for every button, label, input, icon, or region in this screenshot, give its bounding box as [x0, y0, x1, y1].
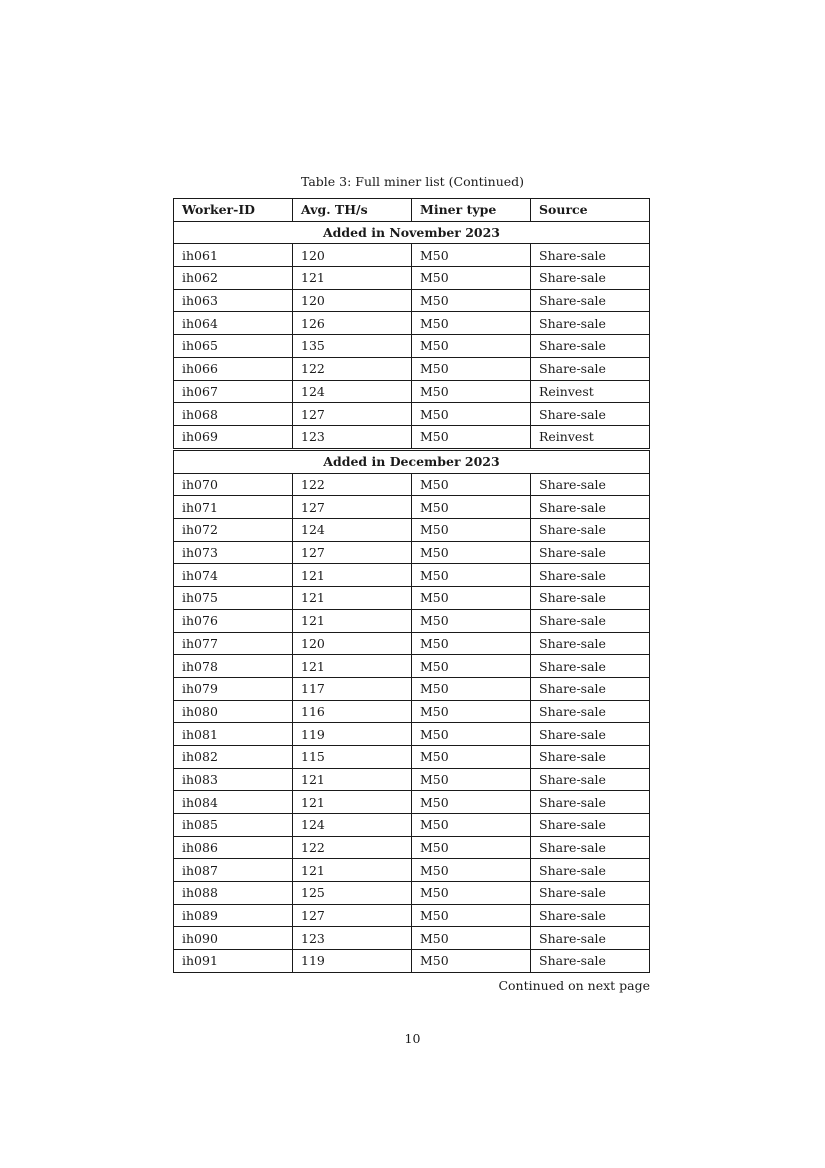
section-title: Added in December 2023 [174, 451, 650, 474]
miner-type-cell: M50 [412, 632, 531, 655]
table-row [174, 380, 650, 403]
table-row [174, 267, 650, 290]
table-row [174, 836, 650, 859]
avg-ths-cell: 125 [293, 882, 412, 905]
source-cell: Share-sale [531, 927, 650, 950]
miner-type-cell: M50 [412, 473, 531, 496]
worker-id-cell: ih079 [174, 677, 293, 700]
miner-type-cell: M50 [412, 267, 531, 290]
avg-ths-cell: 127 [293, 541, 412, 564]
miner-type-cell: M50 [412, 859, 531, 882]
miner-type-cell: M50 [412, 814, 531, 837]
source-cell: Share-sale [531, 836, 650, 859]
worker-id-cell: ih068 [174, 403, 293, 426]
miner-type-cell: M50 [412, 380, 531, 403]
table-row [174, 745, 650, 768]
worker-id-cell: ih063 [174, 289, 293, 312]
source-cell: Share-sale [531, 609, 650, 632]
avg-ths-cell: 127 [293, 403, 412, 426]
section-title: Added in November 2023 [174, 221, 650, 244]
table-caption: Table 3: Full miner list (Continued) [300, 174, 525, 189]
worker-id-cell: ih073 [174, 541, 293, 564]
worker-id-cell: ih081 [174, 723, 293, 746]
source-cell: Share-sale [531, 655, 650, 678]
table-row [174, 425, 650, 448]
table-row [174, 655, 650, 678]
avg-ths-cell: 121 [293, 655, 412, 678]
worker-id-cell: ih062 [174, 267, 293, 290]
miner-type-cell: M50 [412, 564, 531, 587]
table-row [174, 632, 650, 655]
worker-id-cell: ih086 [174, 836, 293, 859]
avg-ths-cell: 121 [293, 267, 412, 290]
miner-type-cell: M50 [412, 244, 531, 267]
worker-id-cell: ih065 [174, 335, 293, 358]
source-cell: Share-sale [531, 541, 650, 564]
avg-ths-cell: 124 [293, 814, 412, 837]
table-row [174, 403, 650, 426]
source-cell: Share-sale [531, 267, 650, 290]
table-row [174, 723, 650, 746]
avg-ths-cell: 135 [293, 335, 412, 358]
worker-id-cell: ih067 [174, 380, 293, 403]
avg-ths-cell: 124 [293, 519, 412, 542]
source-cell: Share-sale [531, 859, 650, 882]
avg-ths-cell: 127 [293, 904, 412, 927]
source-cell: Share-sale [531, 768, 650, 791]
table-body-december [174, 451, 650, 973]
worker-id-cell: ih066 [174, 357, 293, 380]
avg-ths-cell: 122 [293, 357, 412, 380]
avg-ths-cell: 127 [293, 496, 412, 519]
source-cell: Share-sale [531, 700, 650, 723]
miner-table-december [173, 450, 650, 973]
source-cell: Share-sale [531, 950, 650, 973]
worker-id-cell: ih077 [174, 632, 293, 655]
table-row [174, 814, 650, 837]
avg-ths-cell: 115 [293, 745, 412, 768]
source-cell: Share-sale [531, 745, 650, 768]
miner-type-cell: M50 [412, 587, 531, 610]
miner-type-cell: M50 [412, 357, 531, 380]
worker-id-cell: ih070 [174, 473, 293, 496]
miner-type-cell: M50 [412, 519, 531, 542]
miner-type-cell: M50 [412, 335, 531, 358]
table-row [174, 700, 650, 723]
miner-type-cell: M50 [412, 836, 531, 859]
worker-id-cell: ih089 [174, 904, 293, 927]
source-cell: Share-sale [531, 632, 650, 655]
miner-type-cell: M50 [412, 609, 531, 632]
avg-ths-cell: 120 [293, 244, 412, 267]
source-cell: Share-sale [531, 496, 650, 519]
table-row [174, 882, 650, 905]
column-header-avg-ths: Avg. TH/s [293, 199, 412, 222]
avg-ths-cell: 123 [293, 425, 412, 448]
miner-type-cell: M50 [412, 882, 531, 905]
table-body-november [174, 221, 650, 448]
source-cell: Share-sale [531, 882, 650, 905]
miner-type-cell: M50 [412, 425, 531, 448]
miner-type-cell: M50 [412, 927, 531, 950]
table-row [174, 519, 650, 542]
worker-id-cell: ih061 [174, 244, 293, 267]
worker-id-cell: ih090 [174, 927, 293, 950]
source-cell: Share-sale [531, 814, 650, 837]
miner-type-cell: M50 [412, 904, 531, 927]
continued-note: Continued on next page [498, 978, 650, 993]
table-header-row [174, 199, 650, 222]
table-row [174, 609, 650, 632]
worker-id-cell: ih080 [174, 700, 293, 723]
miner-type-cell: M50 [412, 700, 531, 723]
source-cell: Share-sale [531, 677, 650, 700]
worker-id-cell: ih083 [174, 768, 293, 791]
table-row [174, 950, 650, 973]
page-number: 10 [404, 1031, 421, 1046]
table-row [174, 357, 650, 380]
avg-ths-cell: 122 [293, 473, 412, 496]
worker-id-cell: ih069 [174, 425, 293, 448]
table-row [174, 335, 650, 358]
worker-id-cell: ih091 [174, 950, 293, 973]
source-cell: Share-sale [531, 904, 650, 927]
source-cell: Reinvest [531, 380, 650, 403]
source-cell: Share-sale [531, 587, 650, 610]
avg-ths-cell: 117 [293, 677, 412, 700]
avg-ths-cell: 119 [293, 723, 412, 746]
worker-id-cell: ih078 [174, 655, 293, 678]
column-header-source: Source [531, 199, 650, 222]
source-cell: Share-sale [531, 519, 650, 542]
worker-id-cell: ih064 [174, 312, 293, 335]
worker-id-cell: ih071 [174, 496, 293, 519]
table-row [174, 859, 650, 882]
table-row [174, 927, 650, 950]
worker-id-cell: ih088 [174, 882, 293, 905]
section-header-row [174, 451, 650, 474]
source-cell: Share-sale [531, 312, 650, 335]
source-cell: Share-sale [531, 473, 650, 496]
source-cell: Share-sale [531, 564, 650, 587]
miner-type-cell: M50 [412, 791, 531, 814]
column-header-miner-type: Miner type [412, 199, 531, 222]
miner-type-cell: M50 [412, 950, 531, 973]
table-row [174, 587, 650, 610]
avg-ths-cell: 121 [293, 609, 412, 632]
miner-type-cell: M50 [412, 496, 531, 519]
avg-ths-cell: 122 [293, 836, 412, 859]
worker-id-cell: ih085 [174, 814, 293, 837]
source-cell: Share-sale [531, 791, 650, 814]
source-cell: Share-sale [531, 244, 650, 267]
worker-id-cell: ih072 [174, 519, 293, 542]
avg-ths-cell: 126 [293, 312, 412, 335]
miner-type-cell: M50 [412, 403, 531, 426]
avg-ths-cell: 121 [293, 859, 412, 882]
table-row [174, 541, 650, 564]
miner-table-november [173, 198, 650, 449]
miner-type-cell: M50 [412, 723, 531, 746]
miner-type-cell: M50 [412, 655, 531, 678]
avg-ths-cell: 123 [293, 927, 412, 950]
avg-ths-cell: 120 [293, 289, 412, 312]
miner-type-cell: M50 [412, 541, 531, 564]
table-row [174, 496, 650, 519]
miner-type-cell: M50 [412, 768, 531, 791]
table-row [174, 768, 650, 791]
avg-ths-cell: 120 [293, 632, 412, 655]
table-row [174, 677, 650, 700]
worker-id-cell: ih082 [174, 745, 293, 768]
worker-id-cell: ih075 [174, 587, 293, 610]
worker-id-cell: ih076 [174, 609, 293, 632]
avg-ths-cell: 119 [293, 950, 412, 973]
table-row [174, 312, 650, 335]
table-row [174, 791, 650, 814]
worker-id-cell: ih087 [174, 859, 293, 882]
avg-ths-cell: 124 [293, 380, 412, 403]
avg-ths-cell: 121 [293, 791, 412, 814]
miner-type-cell: M50 [412, 745, 531, 768]
miner-type-cell: M50 [412, 677, 531, 700]
source-cell: Share-sale [531, 403, 650, 426]
table-row [174, 473, 650, 496]
avg-ths-cell: 121 [293, 768, 412, 791]
miner-type-cell: M50 [412, 289, 531, 312]
section-header-row [174, 221, 650, 244]
avg-ths-cell: 116 [293, 700, 412, 723]
avg-ths-cell: 121 [293, 564, 412, 587]
source-cell: Share-sale [531, 723, 650, 746]
worker-id-cell: ih074 [174, 564, 293, 587]
table-row [174, 289, 650, 312]
miner-type-cell: M50 [412, 312, 531, 335]
source-cell: Share-sale [531, 335, 650, 358]
table-row [174, 244, 650, 267]
column-header-worker-id: Worker-ID [174, 199, 293, 222]
table-row [174, 564, 650, 587]
source-cell: Share-sale [531, 289, 650, 312]
avg-ths-cell: 121 [293, 587, 412, 610]
worker-id-cell: ih084 [174, 791, 293, 814]
table-row [174, 904, 650, 927]
source-cell: Share-sale [531, 357, 650, 380]
source-cell: Reinvest [531, 425, 650, 448]
